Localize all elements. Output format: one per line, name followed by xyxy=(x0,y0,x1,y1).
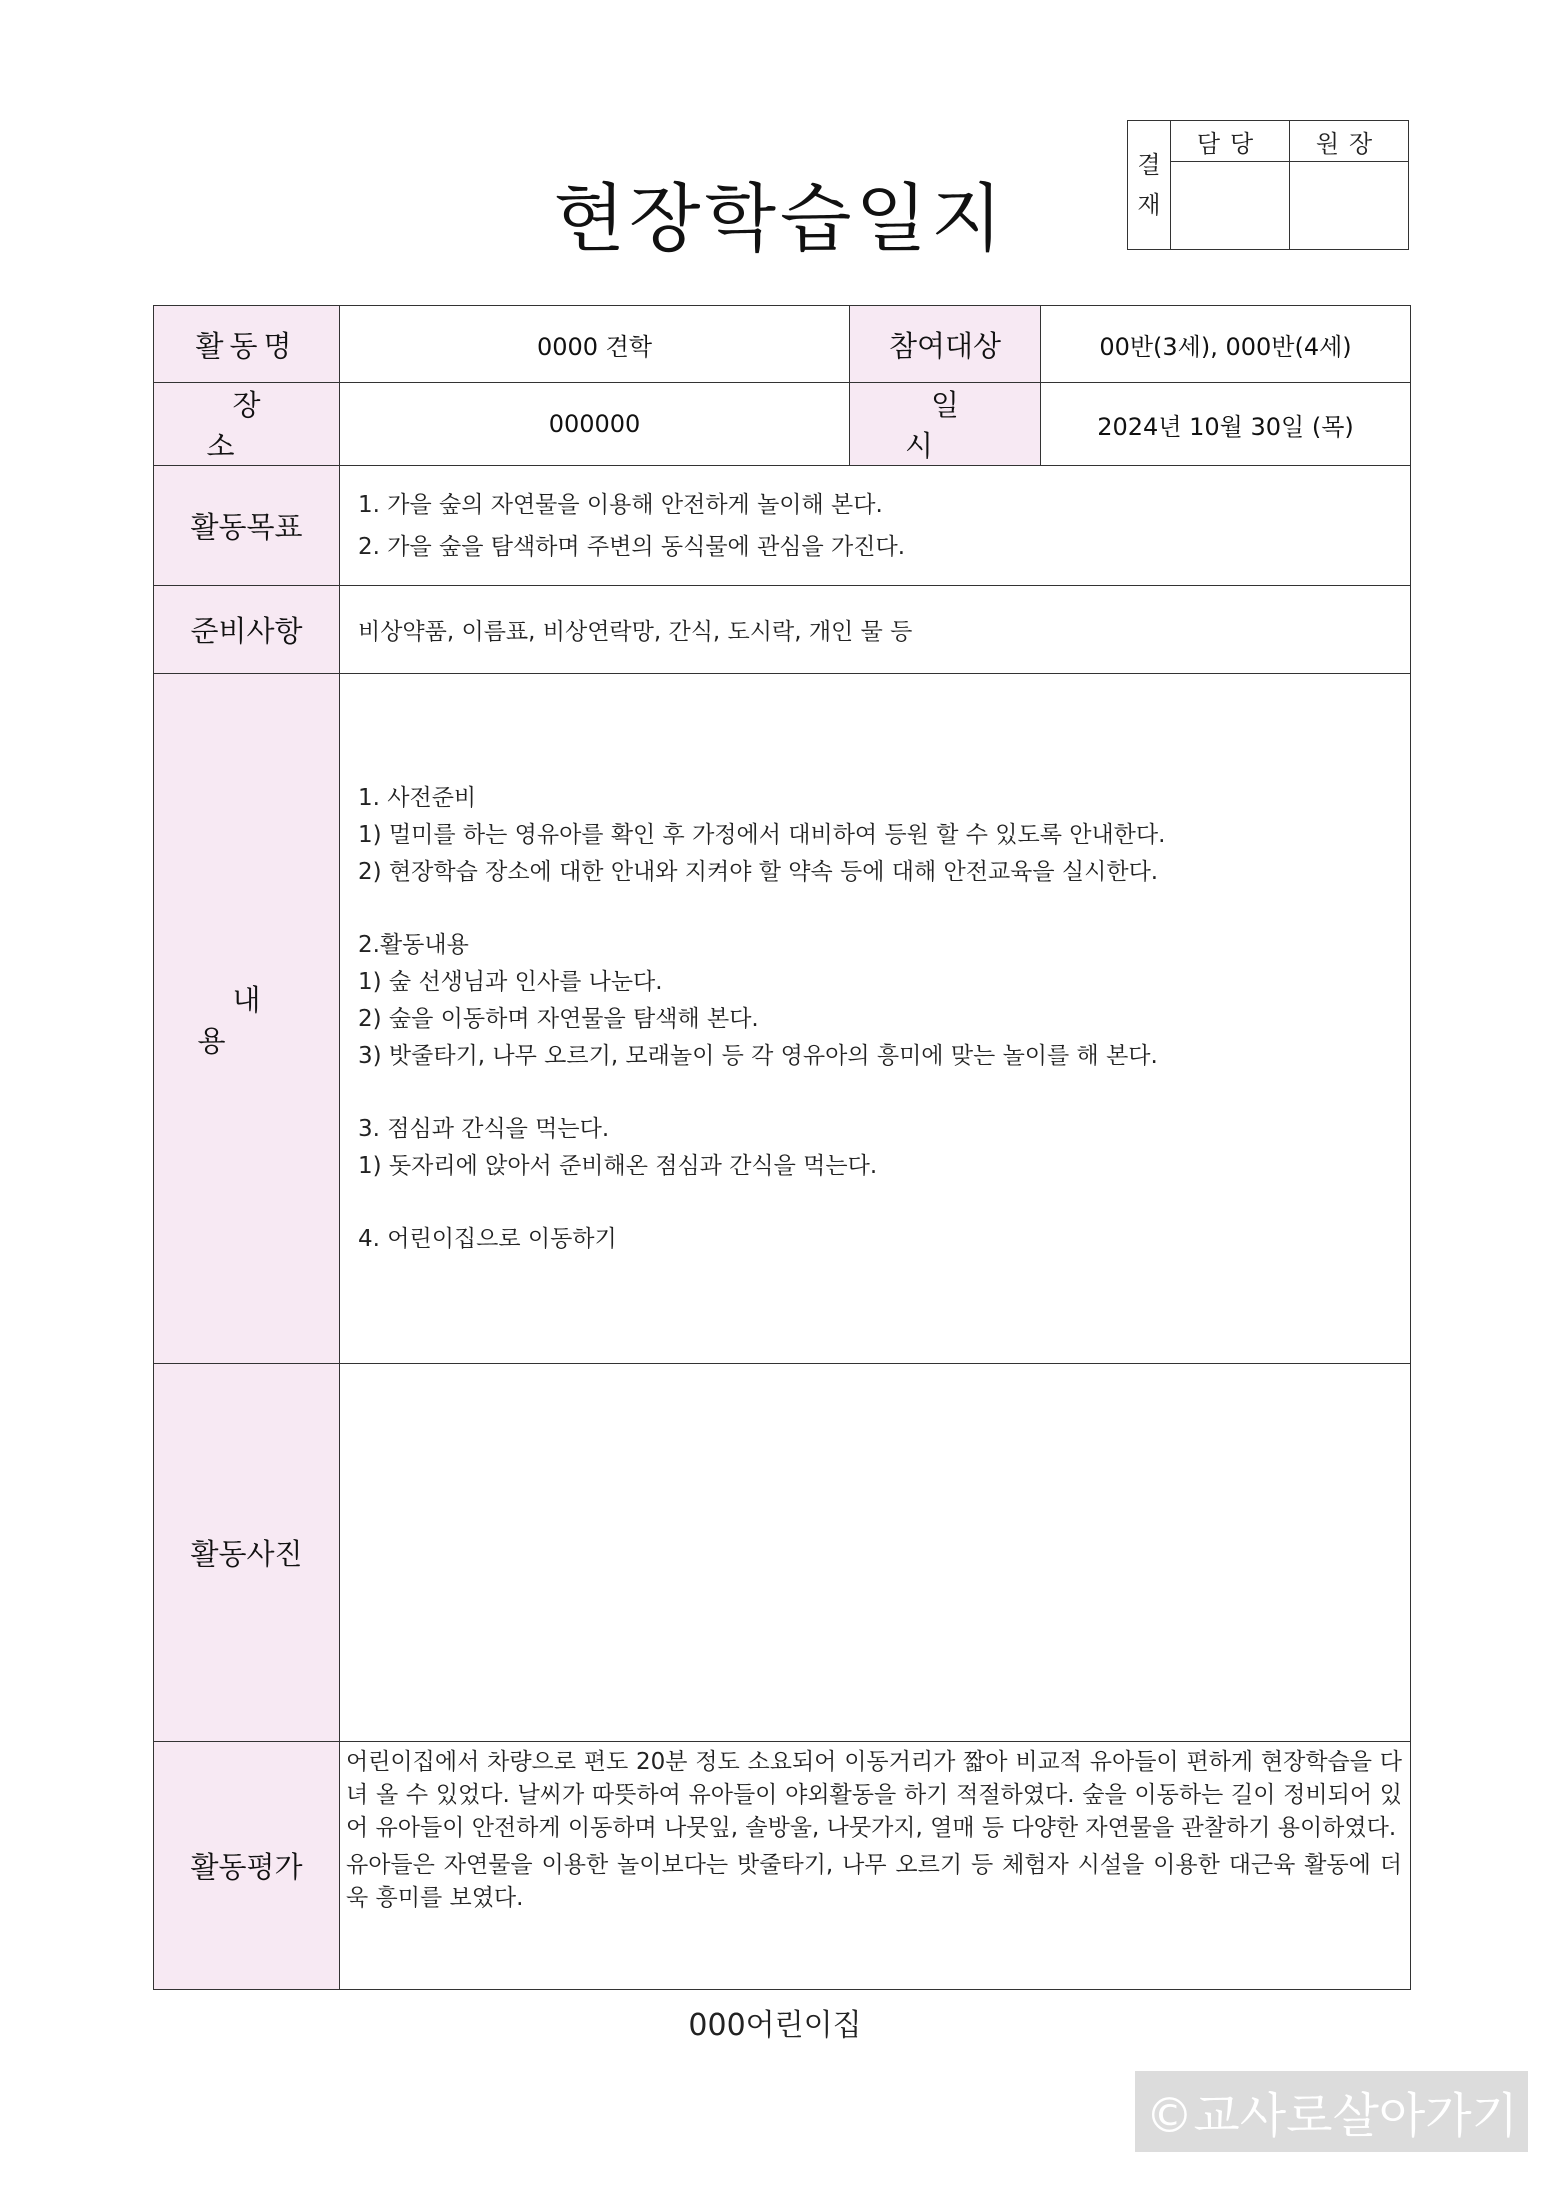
journal-form xyxy=(153,305,1411,1990)
watermark: ©교사로살아가기 xyxy=(1135,2071,1528,2152)
participants-label: 참여대상 xyxy=(850,306,1041,383)
page-title: 현장학습일지 xyxy=(553,176,1007,262)
approval-box xyxy=(1127,120,1409,250)
goal-item: 1. 가을 숲의 자연물을 이용해 안전하게 놀이해 본다. xyxy=(358,491,883,518)
approval-sign-staff[interactable] xyxy=(1171,162,1290,250)
approval-side-label-1: 결 xyxy=(1137,151,1161,179)
content-value[interactable] xyxy=(340,674,1411,1364)
content-item: 2) 숲을 이동하며 자연물을 탐색해 본다. xyxy=(358,1005,759,1032)
eval-paragraph: 유아들은 자연물을 이용한 놀이보다는 밧줄타기, 나무 오르기 등 체험자 시설을 이용한 대근육 활동에 더욱 흥미를 보였다. xyxy=(346,1852,1402,1911)
content-section xyxy=(358,927,1410,1075)
content-item: 2) 현장학습 장소에 대한 안내와 지켜야 할 약속 등에 대해 안전교육을 실시한다. xyxy=(358,858,1159,885)
photo-label: 활동사진 xyxy=(154,1364,340,1742)
prep-value[interactable]: 비상약품, 이름표, 비상연락망, 간식, 도시락, 개인 물 등 xyxy=(340,586,1411,674)
content-section-heading: 4. 어린이집으로 이동하기 xyxy=(358,1225,617,1252)
place-label xyxy=(154,383,340,466)
content-item: 1) 숲 선생님과 인사를 나눈다. xyxy=(358,968,663,995)
prep-label: 준비사항 xyxy=(154,586,340,674)
content-item: 3) 밧줄타기, 나무 오르기, 모래놀이 등 각 영유아의 흥미에 맞는 놀이를 해 본다. xyxy=(358,1042,1158,1069)
footer-kindergarten-name: 000어린이집 xyxy=(688,2008,862,2043)
approval-side-label xyxy=(1128,121,1171,250)
activity-name-label: 활동명 xyxy=(154,306,340,383)
date-value[interactable]: 2024년 10월 30일 (목) xyxy=(1041,383,1411,466)
content-item: 1) 멀미를 하는 영유아를 확인 후 가정에서 대비하여 등원 할 수 있도록 안내한다. xyxy=(358,821,1166,848)
content-item: 1) 돗자리에 앉아서 준비해온 점심과 간식을 먹는다. xyxy=(358,1152,878,1179)
place-label-text: 장소 xyxy=(206,388,313,463)
date-label-text: 일시 xyxy=(904,388,1011,463)
approval-col-staff: 담당 xyxy=(1171,121,1290,162)
content-section xyxy=(358,1221,1410,1258)
content-label xyxy=(154,674,340,1364)
goals-value[interactable] xyxy=(340,466,1411,586)
place-value[interactable]: 000000 xyxy=(340,383,850,466)
approval-sign-director[interactable] xyxy=(1290,162,1409,250)
eval-value[interactable] xyxy=(340,1742,1411,1990)
content-label-text: 내용 xyxy=(197,982,331,1058)
content-section-heading: 1. 사전준비 xyxy=(358,784,477,811)
eval-label: 활동평가 xyxy=(154,1742,340,1990)
content-section-heading: 2.활동내용 xyxy=(358,931,469,958)
participants-value[interactable]: 00반(3세), 000반(4세) xyxy=(1041,306,1411,383)
goals-label: 활동목표 xyxy=(154,466,340,586)
content-section-heading: 3. 점심과 간식을 먹는다. xyxy=(358,1115,610,1142)
approval-col-director: 원장 xyxy=(1290,121,1409,162)
date-label xyxy=(850,383,1041,466)
photo-area[interactable] xyxy=(340,1364,1411,1742)
content-body xyxy=(340,780,1410,1258)
goal-item: 2. 가을 숲을 탐색하며 주변의 동식물에 관심을 가진다. xyxy=(358,533,906,560)
eval-paragraph: 어린이집에서 차량으로 편도 20분 정도 소요되어 이동거리가 짧아 비교적 유아들이 편하게 현장학습을 다녀 올 수 있었다. 날씨가 따뜻하여 유아들이 야외활동을 하기 적절하였다. 숲을 이동하는 길이 정비되어 있어 유아들이 안전하게 이동하며 나뭇잎, 솔방울, 나뭇가지, 열매 등 다양한 자연물을 관찰하기 용이하였다. xyxy=(346,1749,1402,1841)
approval-side-label-2: 재 xyxy=(1137,191,1161,219)
activity-name-value[interactable]: 0000 견학 xyxy=(340,306,850,383)
content-section xyxy=(358,780,1410,891)
content-section xyxy=(358,1111,1410,1185)
